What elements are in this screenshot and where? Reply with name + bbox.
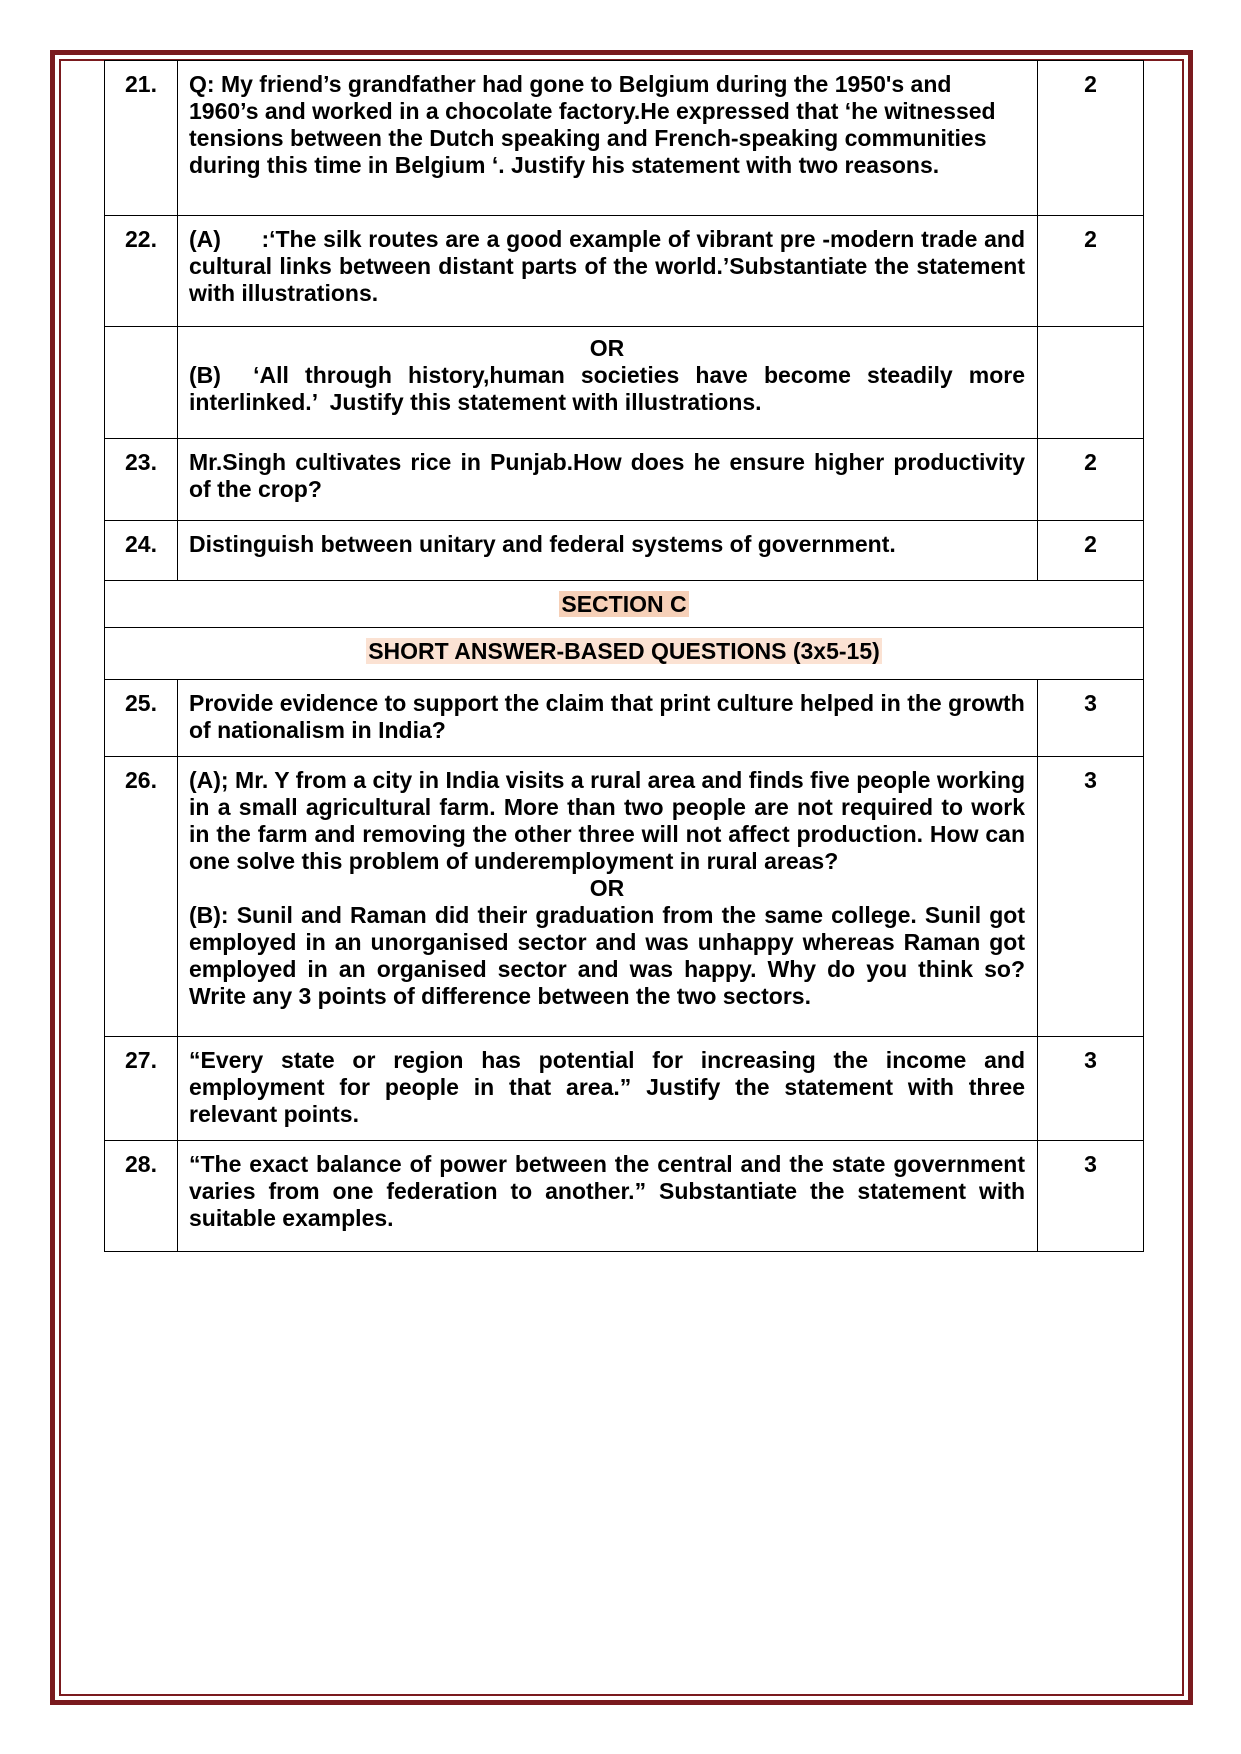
question-marks: 2 bbox=[1038, 61, 1144, 216]
question-number: 26. bbox=[105, 757, 178, 1037]
question-row-25 bbox=[105, 680, 1144, 757]
or-label: OR bbox=[589, 875, 625, 901]
question-number: 21. bbox=[105, 61, 178, 216]
question-marks: 3 bbox=[1038, 1037, 1144, 1141]
question-text: Distinguish between unitary and federal systems of government. bbox=[178, 521, 1038, 581]
question-row-24 bbox=[105, 521, 1144, 581]
section-subtitle: SHORT ANSWER-BASED QUESTIONS (3x5-15) bbox=[368, 638, 880, 664]
question-row-23 bbox=[105, 439, 1144, 521]
question-marks: 3 bbox=[1038, 680, 1144, 757]
question-text: Provide evidence to support the claim that print culture helped in the growth of nationalism in India? bbox=[178, 680, 1038, 757]
questions-table bbox=[104, 60, 1144, 1252]
question-cell bbox=[178, 757, 1038, 1037]
question-row-28 bbox=[105, 1141, 1144, 1252]
question-alt-cell bbox=[178, 327, 1038, 439]
empty-cell bbox=[1038, 327, 1144, 439]
question-text: “The exact balance of power between the central and the state government varies from one federation to another.” Substantiate the statement with suitable examples. bbox=[178, 1141, 1038, 1252]
question-alt-text: (B) ‘All through history,human societies have become steadily more interlinked.’ Justify this statement with illustrations. bbox=[189, 362, 1032, 415]
empty-cell bbox=[105, 327, 178, 439]
question-alt-text: (B): Sunil and Raman did their graduation from the same college. Sunil got employed in an unorganised sector and was unhappy whereas Raman got employed in an organised sector and was happy. Why do you think so? Write any 3 points of difference between the two sectors. bbox=[189, 902, 1025, 1009]
question-row-22a bbox=[105, 216, 1144, 327]
question-marks: 3 bbox=[1038, 757, 1144, 1037]
question-marks: 3 bbox=[1038, 1141, 1144, 1252]
question-number: 27. bbox=[105, 1037, 178, 1141]
question-text: (A); Mr. Y from a city in India visits a rural area and finds five people working in a small agricultural farm. More than two people are not required to work in the farm and removing the other three will not affect production. How can one solve this problem of underemployment in rural areas? bbox=[189, 767, 1025, 874]
question-number: 22. bbox=[105, 216, 178, 327]
question-number: 23. bbox=[105, 439, 178, 521]
question-number: 28. bbox=[105, 1141, 178, 1252]
question-number: 24. bbox=[105, 521, 178, 581]
question-text: Q: My friend’s grandfather had gone to Belgium during the 1950's and 1960’s and worked in a chocolate factory.He expressed that ‘he witnessed tensions between the Dutch speaking and French-speaking communities during this time in Belgium ‘. Justify his statement with two reasons. bbox=[178, 61, 1038, 216]
section-subtitle-row bbox=[105, 628, 1144, 680]
section-title-row bbox=[105, 581, 1144, 628]
question-row-21 bbox=[105, 61, 1144, 216]
question-marks: 2 bbox=[1038, 216, 1144, 327]
question-row-22b bbox=[105, 327, 1144, 439]
question-row-27 bbox=[105, 1037, 1144, 1141]
question-marks: 2 bbox=[1038, 439, 1144, 521]
question-number: 25. bbox=[105, 680, 178, 757]
question-text: Mr.Singh cultivates rice in Punjab.How does he ensure higher productivity of the crop? bbox=[178, 439, 1038, 521]
question-marks: 2 bbox=[1038, 521, 1144, 581]
question-text: (A) :‘The silk routes are a good example of vibrant pre -modern trade and cultural links between distant parts of the world.’Substantiate the statement with illustrations. bbox=[178, 216, 1038, 327]
or-label: OR bbox=[589, 335, 625, 361]
section-title: SECTION C bbox=[561, 591, 687, 617]
question-row-26 bbox=[105, 757, 1144, 1037]
question-text: “Every state or region has potential for increasing the income and employment for people in that area.” Justify the statement with three relevant points. bbox=[178, 1037, 1038, 1141]
